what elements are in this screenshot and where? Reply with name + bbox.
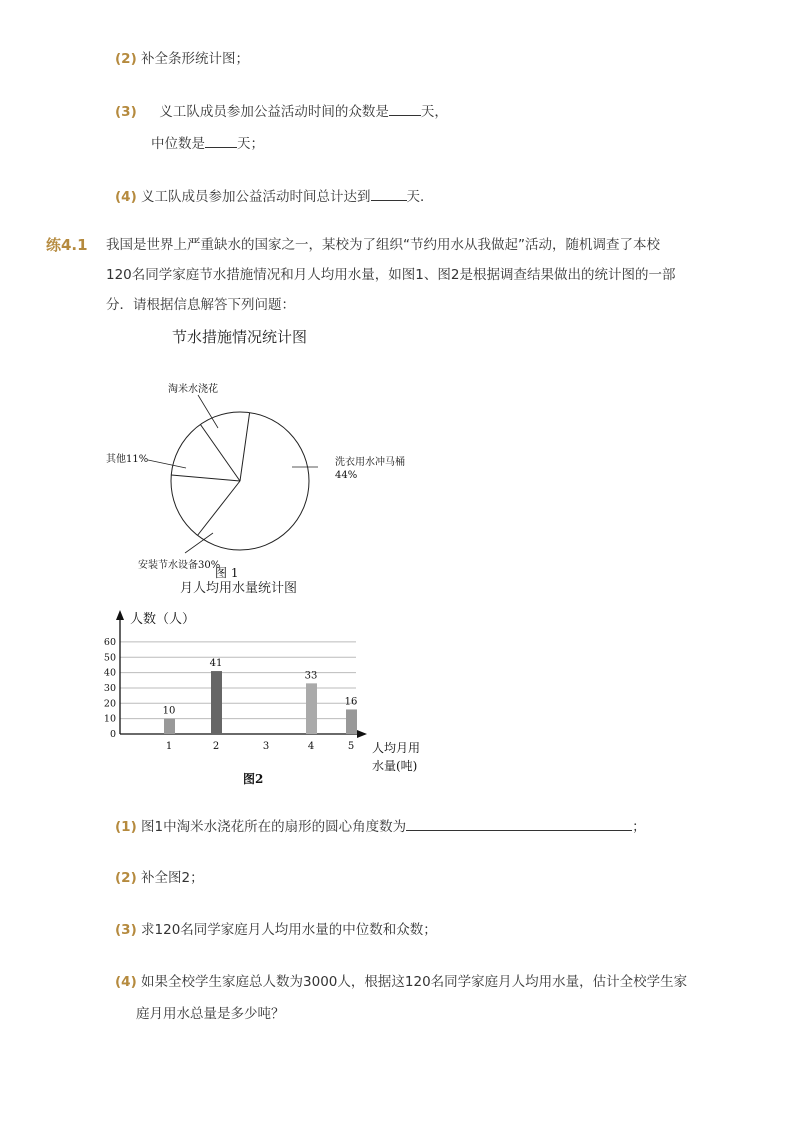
- question-text: 补全条形统计图；: [141, 51, 250, 67]
- x-tick-label: 5: [347, 741, 355, 752]
- x-tick-label: 4: [307, 741, 315, 752]
- x-axis-label: 人均月用: [372, 741, 421, 755]
- exercise-line-3: 分．请根据信息解答下列问题：: [106, 297, 295, 313]
- y-tick-label: 10: [103, 713, 116, 725]
- question-text: 如果全校学生家庭总人数为3000人，根据这120名同学家庭月人均用水量，估计全校学生家: [141, 974, 688, 990]
- exercise-line-1: 我国是世界上严重缺水的国家之一，某校为了组织“节约用水从我做起”活动，随机调查了本校: [106, 237, 660, 253]
- question-number: (4): [115, 189, 137, 205]
- bar-1: [164, 719, 175, 734]
- question-text: 天；: [237, 136, 264, 152]
- prev-question-4: [115, 185, 434, 205]
- question-text: 义工队成员参加公益活动时间的众数是: [159, 104, 389, 120]
- y-tick-label: 0: [109, 729, 116, 740]
- pie-slice-label: 淘米水浇花: [168, 384, 218, 395]
- bar-caption: 图2: [243, 772, 264, 786]
- question-2: [115, 866, 204, 886]
- question-number: (2): [115, 51, 137, 67]
- answer-blank[interactable]: [205, 135, 237, 148]
- pie-slice-value: 44%: [335, 470, 358, 481]
- question-text: 求120名同学家庭月人均用水量的中位数和众数；: [141, 922, 437, 938]
- question-text: 中位数是: [151, 136, 205, 152]
- bar-value-label: 33: [304, 670, 318, 682]
- x-tick-label: 2: [212, 741, 220, 752]
- y-axis-label: 人数（人）: [130, 612, 196, 627]
- pie-slice-boundary-upper-left: [200, 424, 240, 481]
- pie-slice-label: 其他11%: [106, 454, 149, 465]
- bar-5: [346, 709, 357, 734]
- question-text: 补全图2；: [141, 870, 204, 886]
- question-text: 图1中淘米水浇花所在的扇形的圆心角度数为: [141, 819, 407, 835]
- y-tick-label: 30: [103, 682, 116, 694]
- pie-leader-line: [198, 395, 218, 428]
- question-4: [115, 970, 687, 990]
- exercise-text: [106, 230, 675, 320]
- question-number: (3): [115, 104, 137, 120]
- question-number: (1): [115, 819, 137, 835]
- answer-blank[interactable]: [371, 188, 407, 201]
- question-1: [115, 815, 646, 835]
- bar-value-label: 16: [344, 696, 358, 708]
- y-tick-label: 60: [103, 636, 116, 648]
- x-tick-label: 1: [165, 741, 173, 752]
- y-axis-arrow: [116, 610, 124, 620]
- question-text: ；: [632, 819, 646, 835]
- question-text: 天．: [406, 189, 434, 205]
- bar-4: [306, 683, 317, 734]
- pie-chart-title: 节水措施情况统计图: [172, 328, 308, 346]
- answer-blank[interactable]: [406, 818, 632, 831]
- bar-value-label: 10: [162, 705, 176, 717]
- prev-question-3: [115, 100, 448, 120]
- pie-slice-label: 洗衣用水冲马桶: [335, 457, 405, 468]
- question-number: (3): [115, 922, 137, 938]
- answer-blank[interactable]: [389, 103, 421, 116]
- question-3: [115, 918, 437, 938]
- question-text: 天，: [420, 104, 448, 120]
- exercise-label: 练4.1: [46, 236, 88, 254]
- bar-2: [211, 671, 222, 734]
- x-tick-label: 3: [262, 741, 270, 752]
- x-axis-arrow: [357, 730, 367, 738]
- prev-question-3-line2: [151, 132, 264, 152]
- pie-slice-boundary-top: [240, 413, 250, 481]
- y-tick-label: 20: [103, 698, 116, 710]
- bar-chart-title: 月人均用水量统计图: [180, 581, 298, 596]
- bar-chart: [0, 600, 800, 800]
- prev-question-2: [115, 47, 249, 67]
- y-tick-label: 50: [103, 652, 116, 664]
- x-axis-label: 水量(吨): [372, 759, 418, 773]
- exercise-line-2: 120名同学家庭节水措施情况和月人均用水量，如图1、图2是根据调查结果做出的统计图的一部: [106, 267, 676, 283]
- y-tick-label: 40: [103, 667, 116, 679]
- pie-caption: 图 1: [215, 566, 239, 580]
- question-4-line2: [136, 1002, 285, 1022]
- question-text: 庭月用水总量是多少吨？: [136, 1006, 285, 1022]
- pie-leader-line: [148, 460, 186, 468]
- bar-value-label: 41: [209, 658, 223, 670]
- question-text: 义工队成员参加公益活动时间总计达到: [141, 189, 371, 205]
- pie-slice-label: 安装节水设备30%: [138, 560, 221, 571]
- pie-slice-boundary-lower-left: [198, 481, 240, 535]
- pie-slice-boundary-left: [171, 475, 240, 481]
- question-number: (2): [115, 870, 137, 886]
- question-number: (4): [115, 974, 137, 990]
